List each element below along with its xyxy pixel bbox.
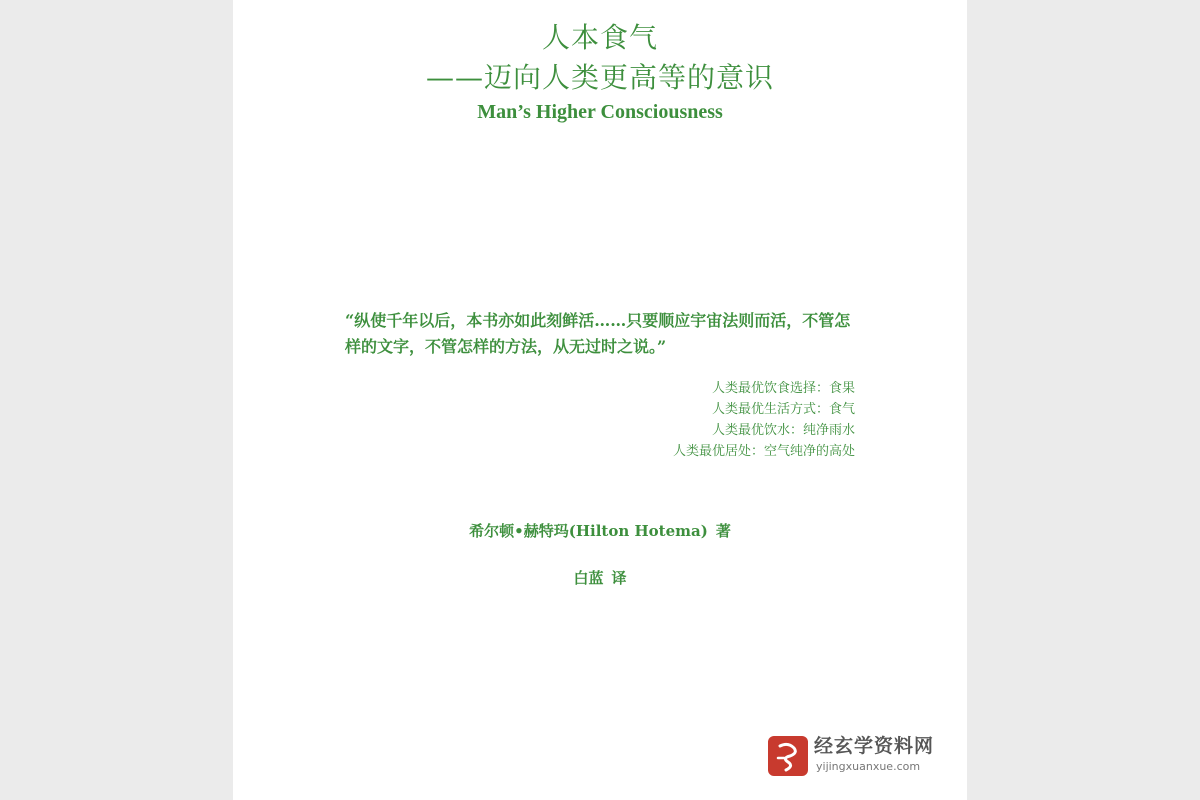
note-line: 人类最优饮水：纯净雨水 bbox=[711, 423, 855, 438]
title-chinese-line2: ——迈向人类更高等的意识 bbox=[425, 61, 774, 94]
translator-name: 白蓝 bbox=[573, 569, 604, 587]
document-page bbox=[233, 0, 967, 800]
author-role: 著 bbox=[715, 522, 731, 540]
note-line: 人类最优居处：空气纯净的高处 bbox=[672, 444, 855, 459]
notes-block bbox=[555, 378, 855, 462]
site-logo-icon bbox=[768, 736, 808, 776]
author-name: 希尔顿•赫特玛(Hilton Hotema) bbox=[469, 522, 708, 540]
watermark bbox=[768, 734, 948, 778]
translator-role: 译 bbox=[611, 569, 627, 587]
note-line: 人类最优饮食选择：食果 bbox=[711, 381, 855, 396]
translator-line bbox=[233, 567, 967, 589]
author-line bbox=[233, 520, 967, 542]
site-name: 经玄学资料网 bbox=[814, 735, 935, 757]
title-chinese-line1: 人本食气 bbox=[541, 21, 658, 54]
note-line: 人类最优生活方式：食气 bbox=[711, 402, 855, 417]
epigraph-quote: “纵使千年以后，本书亦如此刻鲜活……只要顺应宇宙法则而活，不管怎样的文字，不管怎样的方法，从无过时之说。” bbox=[345, 311, 851, 356]
site-url: yijingxuanxue.com bbox=[816, 760, 921, 773]
title-english: Man’s Higher Consciousness bbox=[477, 101, 723, 123]
